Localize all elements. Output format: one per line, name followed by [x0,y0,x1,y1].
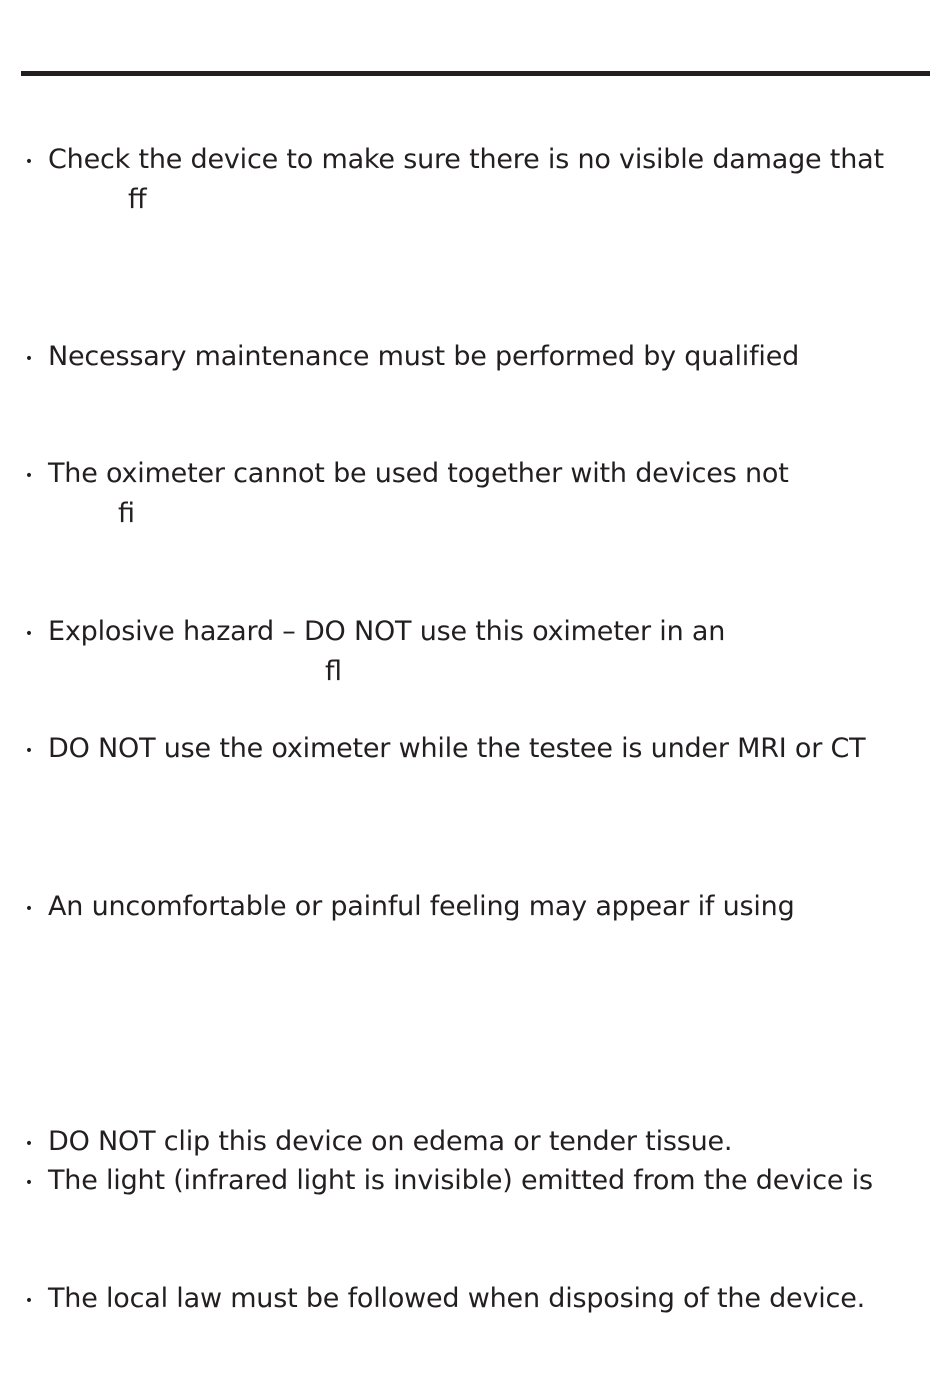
warning-text: Necessary maintenance must be performed by qualified [48,341,800,372]
warning-text: Check the device to make sure there is no visible damage that [48,144,884,175]
bullet-marker: • [24,743,34,759]
ligature-fragment: ff [128,184,147,215]
warning-text: Explosive hazard – DO NOT use this oximeter in an [48,616,726,647]
ligature-fragment: fi [118,498,136,529]
bullet-marker: • [24,351,34,367]
bullet-marker: • [24,154,34,170]
warning-text: The local law must be followed when disposing of the device. [48,1283,865,1314]
warning-text: The light (infrared light is invisible) emitted from the device is [48,1165,873,1196]
warning-text: DO NOT clip this device on edema or tender tissue. [48,1126,733,1157]
bullet-marker: • [24,1293,34,1309]
ligature-fragment: fl [325,656,343,687]
top-rule [21,71,930,76]
warning-text: An uncomfortable or painful feeling may appear if using [48,891,795,922]
bullet-marker: • [24,626,34,642]
bullet-marker: • [24,1136,34,1152]
bullet-marker: • [24,901,34,917]
bullet-marker: • [24,1175,34,1191]
warning-text: DO NOT use the oximeter while the testee is under MRI or CT [48,733,866,764]
warning-text: The oximeter cannot be used together with devices not [48,458,789,489]
bullet-marker: • [24,468,34,484]
